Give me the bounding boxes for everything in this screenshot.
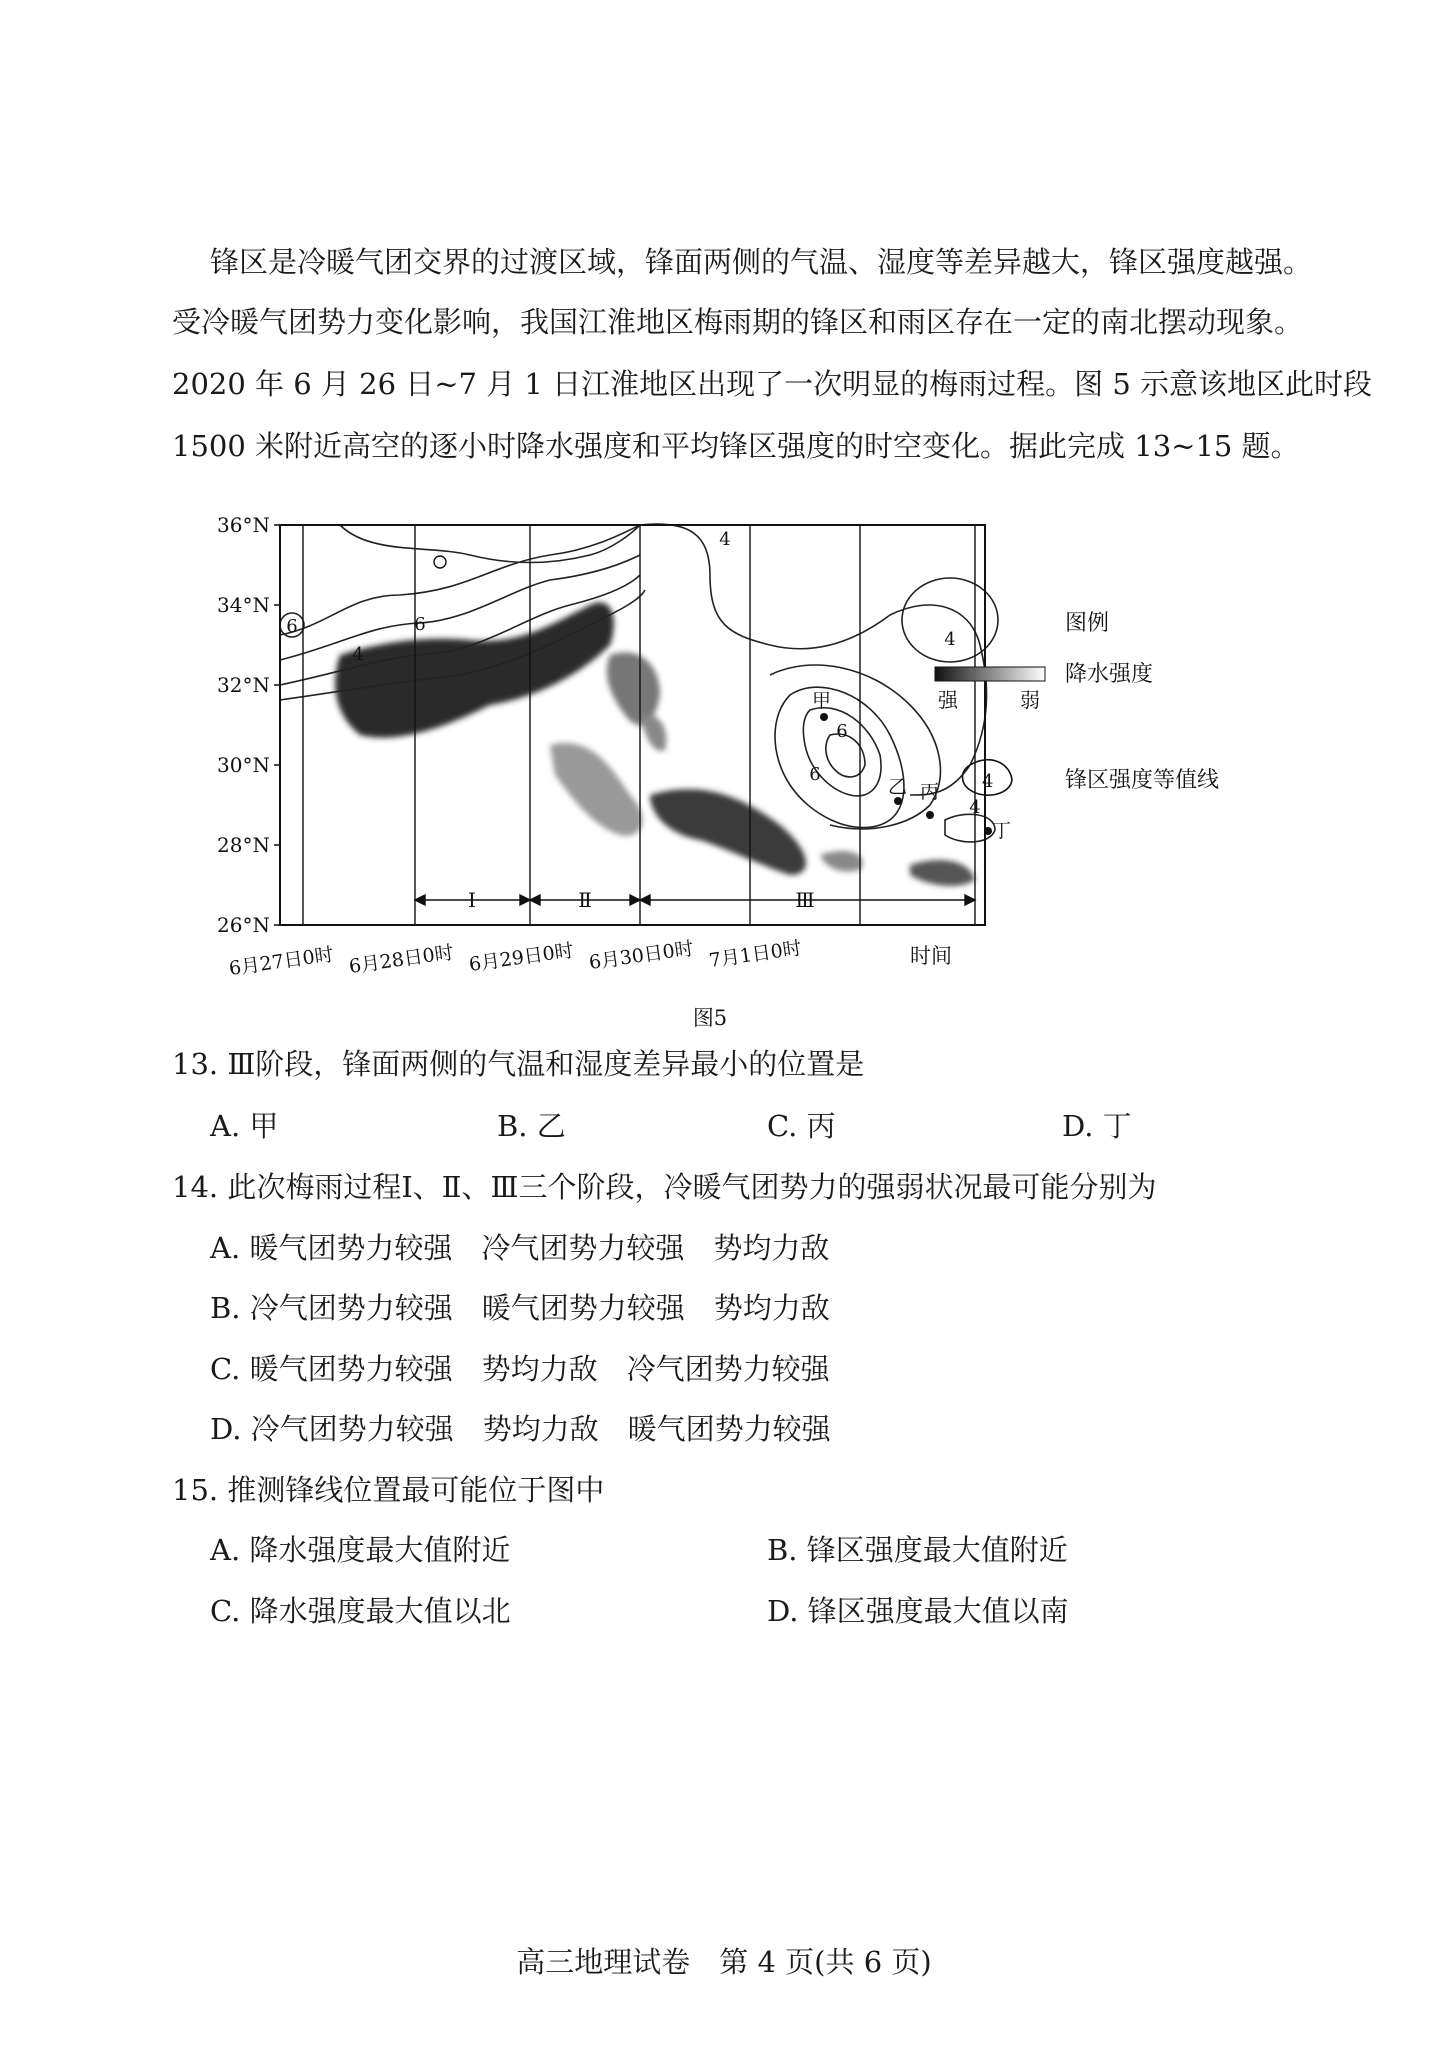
x-label: 6月30日0时 (587, 937, 696, 974)
y-label: 32°N (217, 673, 270, 697)
figure-svg (170, 495, 1280, 1035)
q15-option-c[interactable]: C. 降水强度最大值以北 (210, 1594, 511, 1628)
legend-weak: 弱 (1020, 688, 1040, 712)
contour-value: 6 (414, 614, 426, 635)
legend-contour-value: 4 (982, 771, 994, 792)
contour-value: 4 (944, 629, 956, 650)
q14-option-c[interactable]: C. 暖气团势力较强 势均力敌 冷气团势力较强 (210, 1352, 830, 1386)
legend-precip-bar (935, 667, 1045, 681)
arrow-head (965, 895, 975, 905)
stage-label: Ⅱ (578, 888, 592, 912)
legend-precip-label: 降水强度 (1065, 662, 1154, 687)
page-footer: 高三地理试卷 第 4 页(共 6 页) (516, 1945, 932, 1979)
rain-area (607, 652, 660, 725)
points (812, 690, 1011, 842)
point-label-bing: 丙 (920, 781, 940, 803)
rain-area (335, 602, 614, 737)
x-axis-title: 时间 (910, 944, 952, 968)
arrow-head (530, 895, 540, 905)
point-yi (894, 797, 902, 805)
contour-value: 4 (352, 644, 364, 665)
arrow-head (640, 895, 650, 905)
contour-value: 4 (719, 529, 731, 550)
x-label: 6月28日0时 (347, 941, 456, 978)
stage-label: Ⅰ (468, 888, 476, 912)
point-jia (820, 713, 828, 721)
stage-arrows (415, 895, 975, 905)
legend-title: 图例 (1065, 611, 1110, 636)
question-13-stem: 13. Ⅲ阶段，锋面两侧的气温和湿度差异最小的位置是 (172, 1047, 865, 1081)
contour-line (770, 665, 940, 829)
q14-option-b[interactable]: B. 冷气团势力较强 暖气团势力较强 势均力敌 (210, 1291, 830, 1325)
question-15-stem: 15. 推测锋线位置最可能位于图中 (172, 1473, 605, 1507)
y-label: 28°N (217, 833, 270, 857)
q14-option-a[interactable]: A. 暖气团势力较强 冷气团势力较强 势均力敌 (210, 1231, 830, 1265)
point-label-yi: 乙 (888, 776, 908, 798)
figure-caption: 图5 (692, 1006, 728, 1030)
y-label: 30°N (217, 753, 270, 777)
contour-value: 4 (969, 797, 981, 818)
x-label: 6月29日0时 (467, 939, 576, 976)
q15-option-a[interactable]: A. 降水强度最大值附近 (210, 1533, 511, 1567)
contour-value: 6 (836, 721, 848, 742)
point-label-ding: 丁 (992, 820, 1012, 842)
point-ding (984, 827, 992, 835)
q15-option-d[interactable]: D. 锋区强度最大值以南 (767, 1594, 1069, 1628)
figure-5 (170, 495, 1280, 1035)
q13-option-a[interactable]: A. 甲 (210, 1109, 279, 1143)
rain-area (550, 743, 642, 836)
contour-value: 6 (286, 616, 298, 637)
contour-line (775, 687, 904, 827)
y-label: 34°N (217, 593, 270, 617)
x-label: 7月1日0时 (707, 937, 804, 972)
small-circle-marker (434, 556, 446, 568)
legend-strong: 强 (938, 688, 958, 712)
intro-line: 1500 米附近高空的逐小时降水强度和平均锋区强度的时空变化。据此完成 13~15 题。 (172, 429, 1300, 463)
precipitation-areas (335, 602, 975, 886)
intro-line: 锋区是冷暖气团交界的过渡区域，锋面两侧的气温、湿度等差异越大，锋区强度越强。 (210, 245, 1313, 279)
point-bing (926, 811, 934, 819)
point-label-jia: 甲 (812, 690, 832, 712)
q15-option-b[interactable]: B. 锋区强度最大值附近 (767, 1533, 1068, 1567)
q13-option-b[interactable]: B. 乙 (497, 1109, 566, 1143)
rain-area (650, 789, 806, 875)
x-labels (228, 937, 952, 980)
stage-label: Ⅲ (795, 888, 815, 912)
q13-option-d[interactable]: D. 丁 (1062, 1109, 1132, 1143)
q13-option-c[interactable]: C. 丙 (767, 1109, 836, 1143)
y-label: 36°N (217, 513, 270, 537)
arrow-head (415, 895, 425, 905)
legend-contour-label: 锋区强度等值线 (1065, 768, 1220, 793)
x-label: 6月27日0时 (227, 943, 336, 980)
y-labels (217, 513, 270, 937)
rain-area (910, 860, 975, 886)
y-label: 26°N (217, 913, 270, 937)
intro-line: 受冷暖气团势力变化影响，我国江淮地区梅雨期的锋区和雨区存在一定的南北摆动现象。 (172, 305, 1304, 339)
rain-area (820, 851, 863, 872)
question-14-stem: 14. 此次梅雨过程Ⅰ、Ⅱ、Ⅲ三个阶段，冷暖气团势力的强弱状况最可能分别为 (172, 1170, 1157, 1204)
intro-line: 2020 年 6 月 26 日~7 月 1 日江淮地区出现了一次明显的梅雨过程。图 5 示意该地区此时段 (172, 367, 1372, 401)
q14-option-d[interactable]: D. 冷气团势力较强 势均力敌 暖气团势力较强 (210, 1412, 831, 1446)
rain-area (640, 714, 666, 751)
contour-value: 6 (809, 764, 821, 785)
